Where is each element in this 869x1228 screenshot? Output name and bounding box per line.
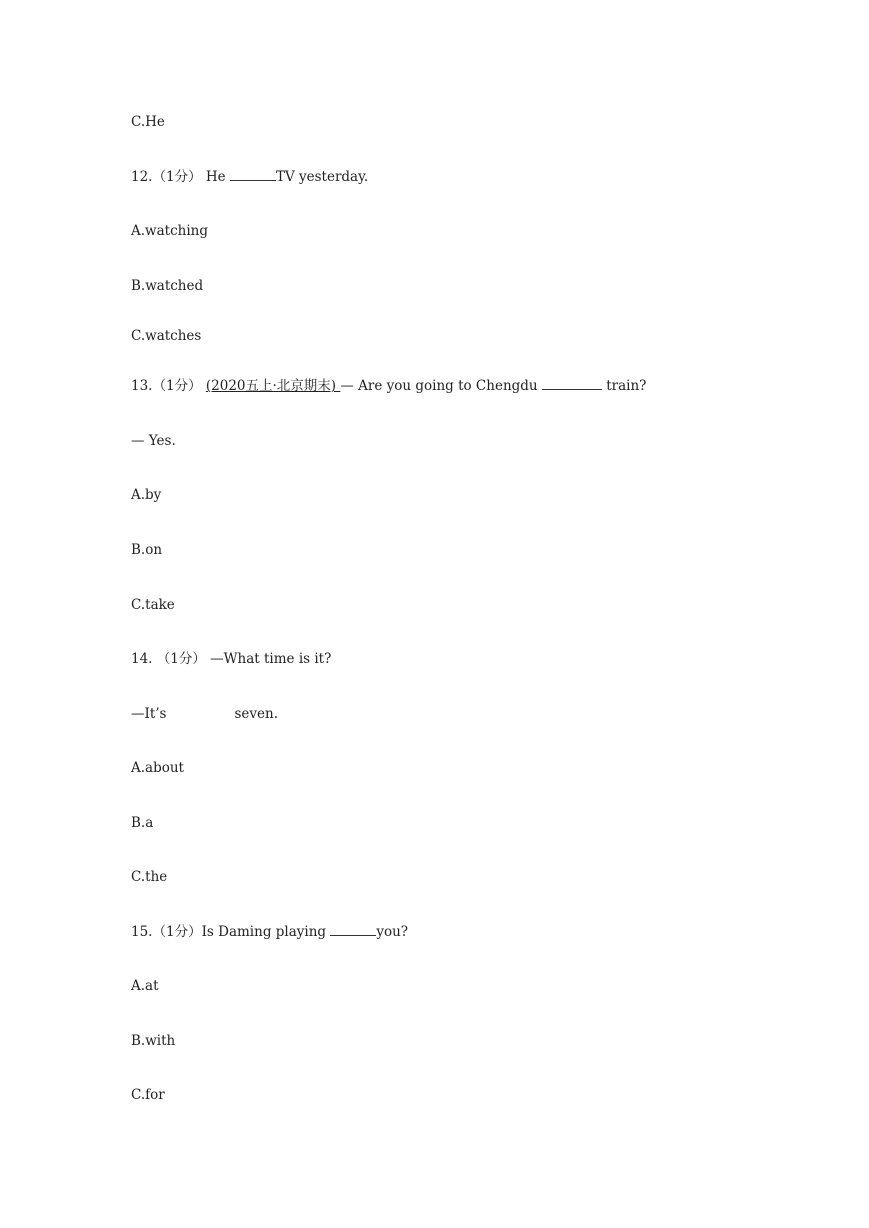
stem-text: Is Daming playing: [201, 924, 331, 940]
option-c: C.for: [131, 1087, 165, 1103]
reply-text: seven.: [234, 706, 279, 722]
question-score: （1分）: [152, 924, 202, 940]
question-13-stem: [131, 377, 646, 395]
reply-line: — Yes.: [131, 433, 176, 449]
option-a: A.at: [131, 978, 159, 994]
stem-text: TV yesterday.: [275, 169, 369, 185]
option-b: B.watched: [131, 278, 204, 294]
reply-line: [131, 705, 278, 723]
source-link[interactable]: (2020五上·北京期末): [205, 378, 341, 394]
stem-text: you?: [376, 924, 409, 940]
option-a: A.by: [131, 487, 162, 503]
question-15-stem: [131, 923, 408, 941]
question-number: 14.: [131, 651, 153, 667]
option-a: A.about: [131, 760, 184, 776]
question-number: 13.: [131, 378, 153, 394]
question-score: （1分）: [152, 378, 202, 394]
question-score: （1分）: [152, 169, 202, 185]
question-number: 12.: [131, 169, 153, 185]
option-b: B.a: [131, 815, 154, 831]
answer-blank: [542, 377, 602, 390]
option-b: B.with: [131, 1033, 176, 1049]
question-14-stem: [131, 650, 331, 668]
option-c-previous: C.He: [131, 114, 165, 130]
stem-text: train?: [601, 378, 647, 394]
option-c: C.watches: [131, 328, 202, 344]
option-a: A.watching: [131, 223, 208, 239]
stem-text: He: [201, 169, 230, 185]
question-score: （1分）: [152, 651, 206, 667]
option-b: B.on: [131, 542, 163, 558]
stem-text: —What time is it?: [205, 651, 332, 667]
option-c: C.the: [131, 869, 168, 885]
option-c: C.take: [131, 597, 175, 613]
reply-text: —It’s: [131, 706, 167, 722]
question-number: 15.: [131, 924, 153, 940]
stem-text: — Are you going to Chengdu: [340, 378, 542, 394]
answer-blank: [330, 923, 376, 936]
question-12-stem: [131, 168, 368, 186]
answer-blank: [230, 168, 276, 181]
